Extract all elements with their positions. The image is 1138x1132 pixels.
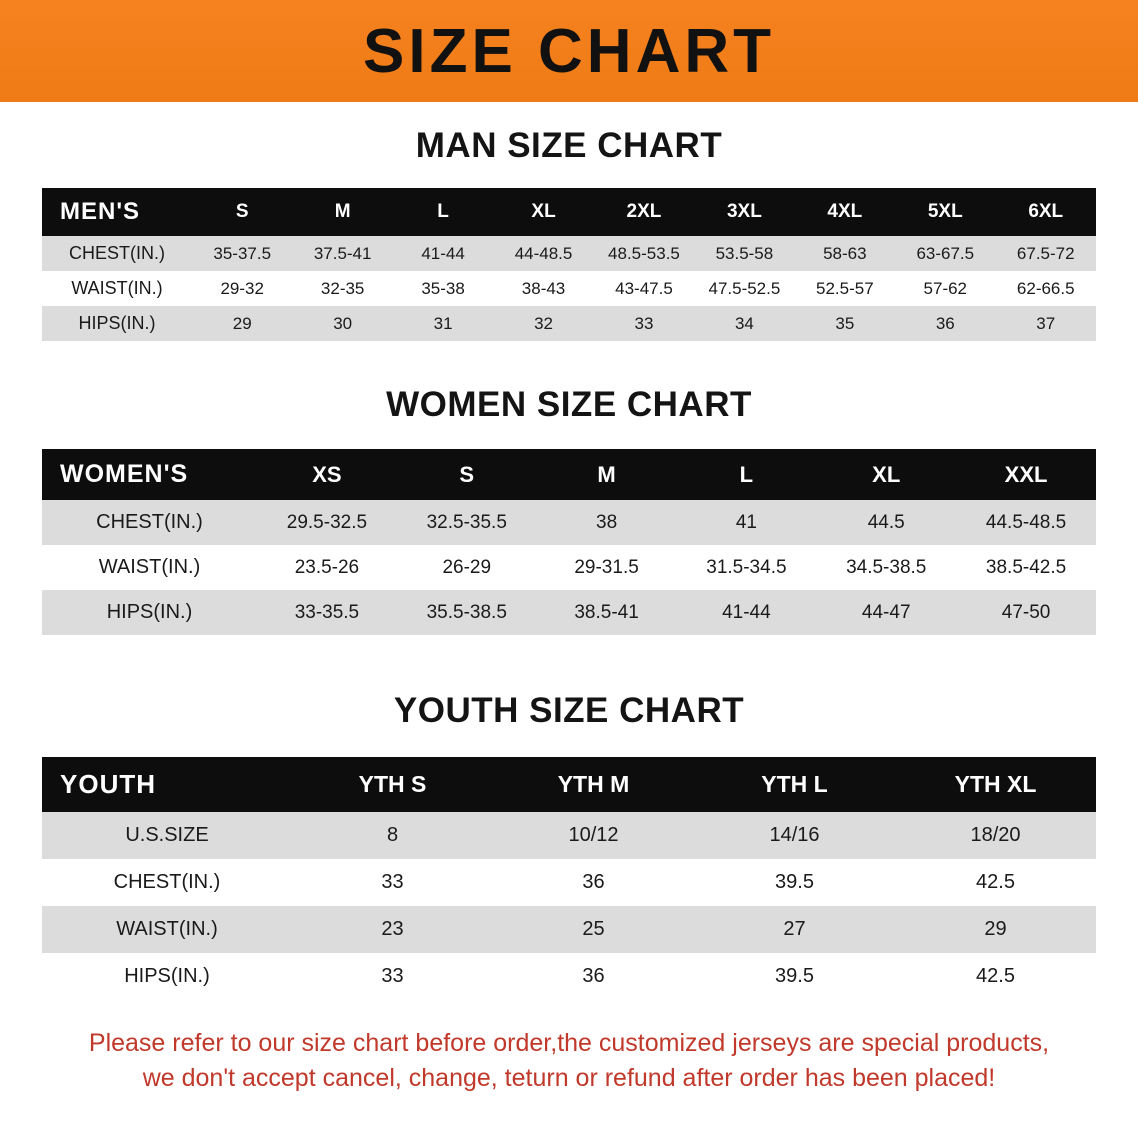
man-cell: 29-32 [192, 271, 292, 306]
youth-column-header: YTH S [292, 757, 493, 812]
youth-cell: 42.5 [895, 859, 1096, 906]
man-column-header: S [192, 188, 292, 236]
youth-section-title: YOUTH SIZE CHART [393, 691, 745, 730]
youth-cell: 23 [292, 906, 493, 953]
man-cell: 29 [192, 306, 292, 341]
man-column-header: M [292, 188, 392, 236]
women-row-label: HIPS(IN.) [42, 590, 257, 635]
youth-cell: 42.5 [895, 953, 1096, 1000]
man-cell: 32 [493, 306, 593, 341]
youth-header-label: YOUTH [42, 757, 292, 812]
youth-column-header: YTH XL [895, 757, 1096, 812]
man-cell: 32-35 [292, 271, 392, 306]
women-cell: 31.5-34.5 [676, 545, 816, 590]
youth-row-label: WAIST(IN.) [42, 906, 292, 953]
man-table-wrap [42, 188, 1096, 341]
man-column-header: 4XL [795, 188, 895, 236]
man-cell: 58-63 [795, 236, 895, 271]
women-cell: 41-44 [676, 590, 816, 635]
man-column-header: 5XL [895, 188, 995, 236]
man-cell: 30 [292, 306, 392, 341]
man-row-label: WAIST(IN.) [42, 271, 192, 306]
table-row [42, 306, 1096, 341]
youth-table-wrap [42, 757, 1096, 1000]
youth-column-header: YTH M [493, 757, 694, 812]
women-table-wrap [42, 449, 1096, 635]
page-title: SIZE CHART [363, 17, 775, 86]
women-cell: 33-35.5 [257, 590, 397, 635]
man-cell: 67.5-72 [996, 236, 1097, 271]
youth-row-label: U.S.SIZE [42, 812, 292, 859]
women-cell: 29.5-32.5 [257, 500, 397, 545]
man-cell: 35 [795, 306, 895, 341]
man-column-header: XL [493, 188, 593, 236]
man-column-header: 6XL [996, 188, 1097, 236]
table-row [42, 500, 1096, 545]
table-row [42, 545, 1096, 590]
youth-cell: 36 [493, 953, 694, 1000]
banner [0, 0, 1138, 102]
women-cell: 23.5-26 [257, 545, 397, 590]
women-cell: 29-31.5 [537, 545, 677, 590]
youth-column-header: YTH L [694, 757, 895, 812]
man-cell: 35-38 [393, 271, 493, 306]
youth-cell: 27 [694, 906, 895, 953]
man-column-header: 3XL [694, 188, 794, 236]
table-row [42, 859, 1096, 906]
youth-cell: 29 [895, 906, 1096, 953]
man-cell: 43-47.5 [594, 271, 694, 306]
women-column-header: L [676, 449, 816, 500]
table-row [42, 590, 1096, 635]
women-column-header: M [537, 449, 677, 500]
man-cell: 31 [393, 306, 493, 341]
women-row-label: CHEST(IN.) [42, 500, 257, 545]
man-cell: 63-67.5 [895, 236, 995, 271]
women-column-header: XS [257, 449, 397, 500]
man-header-label: MEN'S [42, 188, 192, 236]
youth-cell: 25 [493, 906, 694, 953]
youth-cell: 36 [493, 859, 694, 906]
man-cell: 36 [895, 306, 995, 341]
footer-note [36, 1026, 1102, 1095]
man-column-header: 2XL [594, 188, 694, 236]
women-column-header: S [397, 449, 537, 500]
man-cell: 44-48.5 [493, 236, 593, 271]
table-row [42, 271, 1096, 306]
youth-cell: 14/16 [694, 812, 895, 859]
women-cell: 41 [676, 500, 816, 545]
man-cell: 47.5-52.5 [694, 271, 794, 306]
youth-row-label: CHEST(IN.) [42, 859, 292, 906]
women-cell: 47-50 [956, 590, 1096, 635]
women-cell: 32.5-35.5 [397, 500, 537, 545]
man-header-row [42, 188, 1096, 236]
man-cell: 53.5-58 [694, 236, 794, 271]
youth-cell: 18/20 [895, 812, 1096, 859]
man-cell: 41-44 [393, 236, 493, 271]
women-cell: 34.5-38.5 [816, 545, 956, 590]
table-row [42, 812, 1096, 859]
table-row [42, 953, 1096, 1000]
women-column-header: XXL [956, 449, 1096, 500]
women-cell: 38 [537, 500, 677, 545]
women-section-title: WOMEN SIZE CHART [386, 385, 752, 424]
women-row-label: WAIST(IN.) [42, 545, 257, 590]
women-header-label: WOMEN'S [42, 449, 257, 500]
man-cell: 35-37.5 [192, 236, 292, 271]
man-column-header: L [393, 188, 493, 236]
man-size-table [42, 188, 1096, 341]
man-cell: 57-62 [895, 271, 995, 306]
women-cell: 26-29 [397, 545, 537, 590]
youth-size-table [42, 757, 1096, 1000]
man-cell: 48.5-53.5 [594, 236, 694, 271]
youth-cell: 8 [292, 812, 493, 859]
women-cell: 38.5-42.5 [956, 545, 1096, 590]
footer-note-line-1: Please refer to our size chart before order,the customized jerseys are special products, [88, 1029, 1050, 1057]
youth-cell: 33 [292, 859, 493, 906]
women-cell: 44.5 [816, 500, 956, 545]
man-cell: 38-43 [493, 271, 593, 306]
women-cell: 44-47 [816, 590, 956, 635]
youth-cell: 10/12 [493, 812, 694, 859]
women-cell: 35.5-38.5 [397, 590, 537, 635]
women-size-table [42, 449, 1096, 635]
table-row [42, 236, 1096, 271]
man-cell: 34 [694, 306, 794, 341]
women-cell: 44.5-48.5 [956, 500, 1096, 545]
man-cell: 33 [594, 306, 694, 341]
women-header-row [42, 449, 1096, 500]
table-row [42, 906, 1096, 953]
man-row-label: HIPS(IN.) [42, 306, 192, 341]
man-cell: 37.5-41 [292, 236, 392, 271]
man-section-title: MAN SIZE CHART [415, 126, 723, 165]
footer-note-line-2: we don't accept cancel, change, teturn or refund after order has been placed! [142, 1063, 996, 1092]
youth-cell: 39.5 [694, 859, 895, 906]
youth-row-label: HIPS(IN.) [42, 953, 292, 1000]
man-cell: 62-66.5 [996, 271, 1097, 306]
man-cell: 52.5-57 [795, 271, 895, 306]
women-cell: 38.5-41 [537, 590, 677, 635]
man-cell: 37 [996, 306, 1097, 341]
man-row-label: CHEST(IN.) [42, 236, 192, 271]
youth-cell: 39.5 [694, 953, 895, 1000]
youth-header-row [42, 757, 1096, 812]
women-column-header: XL [816, 449, 956, 500]
youth-cell: 33 [292, 953, 493, 1000]
